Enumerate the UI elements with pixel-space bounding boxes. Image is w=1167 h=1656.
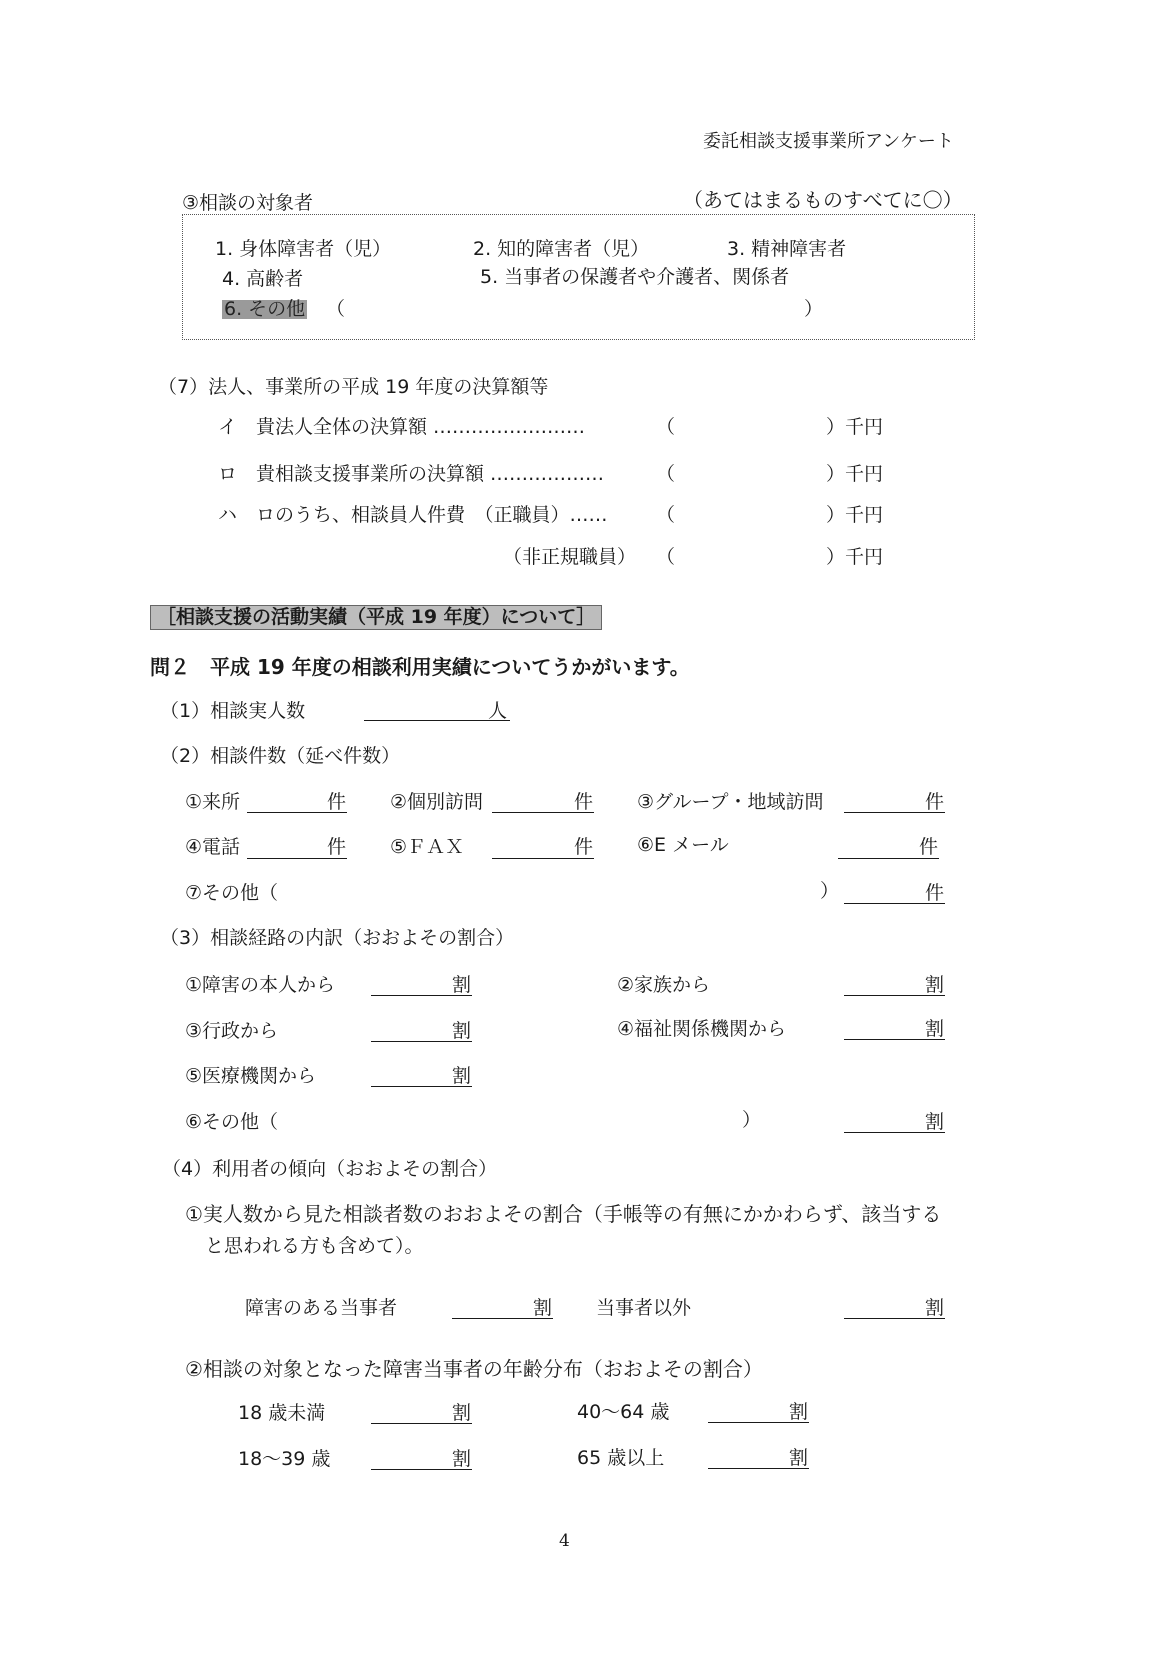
p3-item-self: ①障害の本人から <box>185 974 336 996</box>
p4-q2-under18-unit: 割 <box>452 1402 472 1424</box>
p3-other-close: ） <box>742 1109 762 1131</box>
target-instruction: （あてはまるものすべてに〇） <box>683 188 963 212</box>
q7-row-2-label: ロ 貴相談支援事業所の決算額 ……………… <box>218 463 605 485</box>
page-number: 4 <box>559 1531 570 1551</box>
p2-item-home-visit: ②個別訪問 <box>390 791 484 813</box>
p2-item-phone: ④電話 <box>185 836 241 858</box>
target-option-6[interactable]: 6. その他 <box>224 298 306 320</box>
q2-heading: 問２ 平成 19 年度の相談利用実績についてうかがいます。 <box>150 655 690 679</box>
p2-phone-input[interactable] <box>247 858 347 859</box>
p3-item-other: ⑥その他（ <box>185 1111 279 1133</box>
target-option-3[interactable]: 3. 精神障害者 <box>727 238 847 260</box>
q7-row-4-close: ）千円 <box>826 546 884 568</box>
p4-q1-item-other: 当事者以外 <box>596 1297 692 1319</box>
target-option-1[interactable]: 1. 身体障害者（児） <box>215 238 392 260</box>
p3-government-unit: 割 <box>452 1020 472 1042</box>
p2-group-visit-unit: 件 <box>925 791 945 813</box>
q7-row-1-close: ）千円 <box>826 416 884 438</box>
target-other-input[interactable] <box>344 300 794 320</box>
p2-other-close: ） <box>820 880 840 902</box>
p4-q1-line1: ①実人数から見た相談者数のおおよその割合（手帳等の有無にかかわらず、該当する <box>185 1202 942 1226</box>
p3-item-family: ②家族から <box>617 974 711 996</box>
q7-row-4-open: （ <box>656 546 676 568</box>
p2-item-visit: ①来所 <box>185 791 241 813</box>
p4-q2-item-18-39: 18～39 歳 <box>238 1448 331 1470</box>
target-heading: ③相談の対象者 <box>182 192 314 214</box>
q7-row-3-label: ハ ロのうち、相談員人件費 （正職員）…… <box>218 504 608 526</box>
p2-item-group-visit: ③グループ・地域訪問 <box>637 791 824 813</box>
p3-self-unit: 割 <box>452 974 472 996</box>
p3-item-medical: ⑤医療機関から <box>185 1065 317 1087</box>
q7-heading: （7）法人、事業所の平成 19 年度の決算額等 <box>158 376 549 398</box>
p4-q2-65plus-unit: 割 <box>789 1447 809 1469</box>
p3-other-text-input[interactable] <box>290 1113 730 1133</box>
p2-item-fax: ⑤ＦＡＸ <box>390 836 465 858</box>
p3-item-welfare: ④福祉関係機関から <box>617 1018 787 1040</box>
q7-row-3-open: （ <box>656 504 676 526</box>
q7-row-1-label: イ 貴法人全体の決算額 …………………… <box>218 416 586 438</box>
p2-heading: （2）相談件数（延べ件数） <box>160 745 401 767</box>
p4-q2-item-under18: 18 歳未満 <box>238 1402 326 1424</box>
target-other-open: （ <box>326 298 346 320</box>
p3-family-unit: 割 <box>925 974 945 996</box>
p2-home-visit-unit: 件 <box>574 791 594 813</box>
p4-q1-line2: と思われる方も含めて）。 <box>205 1235 424 1257</box>
p4-q2-40-64-unit: 割 <box>789 1401 809 1423</box>
p3-heading: （3）相談経路の内訳（おおよその割合） <box>160 927 515 949</box>
q7-row-1-open: （ <box>656 416 676 438</box>
q7-row-3-close: ）千円 <box>826 504 884 526</box>
q7-row-4-label: （非正規職員） <box>503 546 637 568</box>
p3-medical-unit: 割 <box>452 1065 472 1087</box>
p2-email-input[interactable] <box>838 858 939 859</box>
p4-q2-item-40-64: 40～64 歳 <box>577 1401 670 1423</box>
target-option-2[interactable]: 2. 知的障害者（児） <box>473 238 650 260</box>
p4-q2-heading: ②相談の対象となった障害当事者の年齢分布（おおよその割合） <box>185 1357 763 1381</box>
p2-other-text-input[interactable] <box>290 884 800 904</box>
p3-item-government: ③行政から <box>185 1020 279 1042</box>
p2-phone-unit: 件 <box>327 836 347 858</box>
p4-q1-other-unit: 割 <box>925 1297 945 1319</box>
section-heading: ［相談支援の活動実績（平成 19 年度）について］ <box>150 605 602 630</box>
p2-fax-unit: 件 <box>574 836 594 858</box>
p2-visit-unit: 件 <box>327 791 347 813</box>
target-other-close: ） <box>804 298 824 320</box>
p2-fax-input[interactable] <box>492 858 594 859</box>
p2-email-unit: 件 <box>919 836 939 858</box>
p2-other-unit: 件 <box>925 882 945 904</box>
p1-label: （1）相談実人数 <box>160 700 306 722</box>
p3-other-unit: 割 <box>925 1111 945 1133</box>
header-title: 委託相談支援事業所アンケート <box>703 131 954 152</box>
q7-row-2-close: ）千円 <box>826 463 884 485</box>
p4-q2-item-65plus: 65 歳以上 <box>577 1447 665 1469</box>
p4-heading: （4）利用者の傾向（おおよその割合） <box>162 1158 498 1180</box>
p4-q1-item-disabled: 障害のある当事者 <box>245 1297 398 1319</box>
p4-q2-18-39-unit: 割 <box>452 1448 472 1470</box>
p1-unit: 人 <box>488 700 508 722</box>
p4-q1-disabled-unit: 割 <box>533 1297 553 1319</box>
p2-item-other: ⑦その他（ <box>185 882 279 904</box>
p2-item-email: ⑥E メール <box>637 834 729 856</box>
target-option-4[interactable]: 4. 高齢者 <box>222 268 304 290</box>
p3-welfare-unit: 割 <box>925 1018 945 1040</box>
q7-row-2-open: （ <box>656 463 676 485</box>
target-option-5[interactable]: 5. 当事者の保護者や介護者、関係者 <box>480 266 790 288</box>
